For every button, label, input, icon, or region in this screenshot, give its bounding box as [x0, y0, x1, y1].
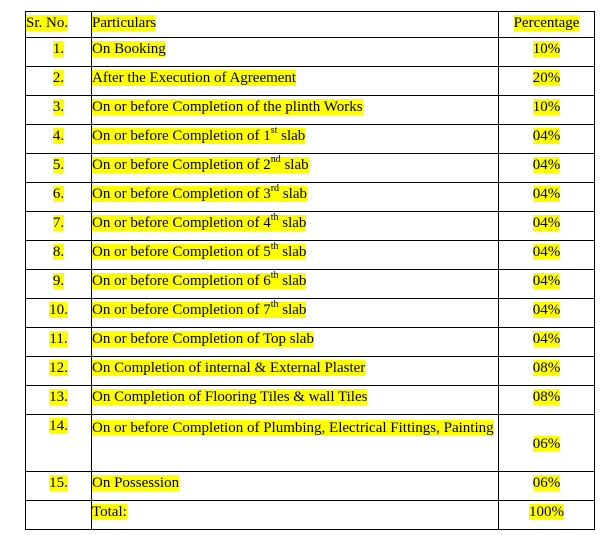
particulars-main: On or before Completion of 5 — [92, 244, 271, 260]
table-row — [26, 386, 595, 415]
total-percentage: 100% — [529, 504, 564, 520]
percentage-value: 06% — [532, 475, 561, 491]
particulars-cell — [92, 241, 499, 270]
percentage-cell — [499, 125, 595, 154]
total-label-cell — [92, 501, 499, 530]
particulars-text — [92, 270, 307, 289]
sr-no: 13. — [49, 389, 68, 405]
particulars-text — [92, 212, 307, 231]
table-row — [26, 328, 595, 357]
particulars-text — [92, 420, 494, 436]
total-percentage-cell — [499, 501, 595, 530]
sr-no-cell — [26, 270, 92, 299]
particulars-main: After the Execution of Agreement — [92, 70, 297, 86]
particulars-cell — [92, 154, 499, 183]
percentage-value: 10% — [532, 41, 561, 57]
sr-no-cell — [26, 415, 92, 472]
particulars-main: On or before Completion of the plinth Works — [92, 99, 363, 115]
particulars-cell — [92, 96, 499, 125]
particulars-text — [92, 41, 166, 57]
payment-schedule-table — [25, 11, 595, 530]
particulars-main: On or before Completion of Plumbing, Electrical Fittings, Painting — [92, 420, 494, 436]
ordinal-suffix: th — [270, 270, 279, 281]
percentage-cell — [499, 386, 595, 415]
percentage-cell — [499, 472, 595, 501]
sr-no-cell — [26, 472, 92, 501]
table-row — [26, 96, 595, 125]
percentage-value: 10% — [532, 99, 561, 115]
percentage-cell — [499, 328, 595, 357]
percentage-cell — [499, 96, 595, 125]
particulars-suffix: slab — [278, 273, 307, 289]
particulars-main: On Completion of Flooring Tiles & wall Tiles — [92, 389, 368, 405]
percentage-value: 04% — [532, 186, 561, 202]
sr-no-cell — [26, 328, 92, 357]
sr-no-cell — [26, 183, 92, 212]
particulars-main: On or before Completion of 1 — [92, 128, 271, 144]
sr-no: 6. — [52, 186, 65, 202]
particulars-cell — [92, 472, 499, 501]
table-body — [26, 38, 595, 501]
particulars-cell — [92, 299, 499, 328]
sr-no: 11. — [49, 331, 68, 347]
table-row — [26, 472, 595, 501]
percentage-cell — [499, 212, 595, 241]
table-row — [26, 125, 595, 154]
percentage-value: 04% — [532, 244, 561, 260]
particulars-main: On or before Completion of 7 — [92, 302, 271, 318]
table-row — [26, 183, 595, 212]
sr-no: 3. — [52, 99, 65, 115]
sr-no: 10. — [49, 302, 68, 318]
table-row — [26, 67, 595, 96]
percentage-value: 04% — [532, 273, 561, 289]
sr-no: 2. — [52, 70, 65, 86]
percentage-value: 04% — [532, 302, 561, 318]
percentage-cell — [499, 357, 595, 386]
ordinal-suffix: nd — [270, 154, 281, 165]
ordinal-suffix: st — [270, 125, 278, 136]
particulars-suffix: slab — [278, 215, 307, 231]
percentage-value: 04% — [532, 157, 561, 173]
percentage-cell — [499, 154, 595, 183]
table-row — [26, 357, 595, 386]
percentage-cell — [499, 183, 595, 212]
table-row — [26, 212, 595, 241]
particulars-text — [92, 125, 306, 144]
particulars-text — [92, 475, 179, 491]
particulars-text — [92, 241, 307, 260]
table-row — [26, 154, 595, 183]
particulars-text — [92, 70, 296, 86]
total-row — [26, 501, 595, 530]
sr-no: 8. — [52, 244, 65, 260]
table-row — [26, 299, 595, 328]
total-label: Total: — [92, 504, 127, 520]
percentage-cell — [499, 241, 595, 270]
sr-no-cell — [26, 67, 92, 96]
ordinal-suffix: rd — [270, 183, 280, 194]
sr-no-cell — [26, 96, 92, 125]
sr-no-cell — [26, 241, 92, 270]
sr-no-cell — [26, 299, 92, 328]
percentage-value: 20% — [532, 70, 561, 86]
table-row — [26, 38, 595, 67]
percentage-value: 04% — [532, 128, 561, 144]
particulars-text — [92, 154, 309, 173]
particulars-suffix: slab — [280, 157, 309, 173]
particulars-cell — [92, 328, 499, 357]
percentage-cell — [499, 415, 595, 472]
percentage-value: 08% — [532, 360, 561, 376]
percentage-value: 04% — [532, 331, 561, 347]
particulars-suffix: slab — [279, 186, 307, 202]
sr-no: 9. — [52, 273, 65, 289]
sr-no-cell — [26, 38, 92, 67]
percentage-value: 06% — [532, 435, 561, 452]
percentage-cell — [499, 299, 595, 328]
sr-no: 7. — [52, 215, 65, 231]
particulars-text — [92, 299, 307, 318]
particulars-cell — [92, 357, 499, 386]
percentage-cell — [499, 270, 595, 299]
header-sr-no: Sr. No. — [26, 12, 92, 38]
table-row — [26, 241, 595, 270]
table-row — [26, 415, 595, 472]
particulars-main: On Possession — [92, 475, 180, 491]
particulars-suffix: slab — [277, 128, 306, 144]
percentage-value: 08% — [532, 389, 561, 405]
particulars-main: On Booking — [92, 41, 166, 57]
particulars-suffix: slab — [278, 244, 307, 260]
particulars-main: On or before Completion of 4 — [92, 215, 271, 231]
table-row — [26, 270, 595, 299]
particulars-main: On or before Completion of Top slab — [92, 331, 314, 347]
particulars-text — [92, 99, 363, 115]
sr-no: 12. — [49, 360, 68, 376]
particulars-cell — [92, 125, 499, 154]
header-percentage: Percentage — [499, 12, 595, 38]
particulars-main: On or before Completion of 2 — [92, 157, 271, 173]
sr-no-cell — [26, 125, 92, 154]
sr-no: 4. — [52, 128, 65, 144]
ordinal-suffix: th — [270, 241, 279, 252]
sr-no: 5. — [52, 157, 65, 173]
particulars-suffix: slab — [278, 302, 307, 318]
ordinal-suffix: th — [270, 212, 279, 223]
particulars-text — [92, 331, 314, 347]
particulars-text — [92, 183, 307, 202]
particulars-cell — [92, 386, 499, 415]
particulars-cell — [92, 415, 499, 472]
table-header-row — [26, 12, 595, 38]
particulars-cell — [92, 38, 499, 67]
particulars-main: On or before Completion of 6 — [92, 273, 271, 289]
sr-no: 1. — [52, 41, 65, 57]
particulars-cell — [92, 67, 499, 96]
sr-no: 15. — [49, 475, 68, 491]
particulars-main: On Completion of internal & External Plaster — [92, 360, 366, 376]
percentage-value: 04% — [532, 215, 561, 231]
particulars-main: On or before Completion of 3 — [92, 186, 271, 202]
particulars-cell — [92, 183, 499, 212]
ordinal-suffix: th — [270, 299, 279, 310]
sr-no-cell — [26, 212, 92, 241]
particulars-cell — [92, 212, 499, 241]
total-sr-cell — [26, 501, 92, 530]
sr-no: 14. — [49, 418, 68, 434]
particulars-text — [92, 360, 365, 376]
header-particulars: Particulars — [92, 12, 499, 38]
sr-no-cell — [26, 154, 92, 183]
percentage-cell — [499, 38, 595, 67]
sr-no-cell — [26, 386, 92, 415]
percentage-cell — [499, 67, 595, 96]
particulars-text — [92, 389, 367, 405]
sr-no-cell — [26, 357, 92, 386]
particulars-cell — [92, 270, 499, 299]
